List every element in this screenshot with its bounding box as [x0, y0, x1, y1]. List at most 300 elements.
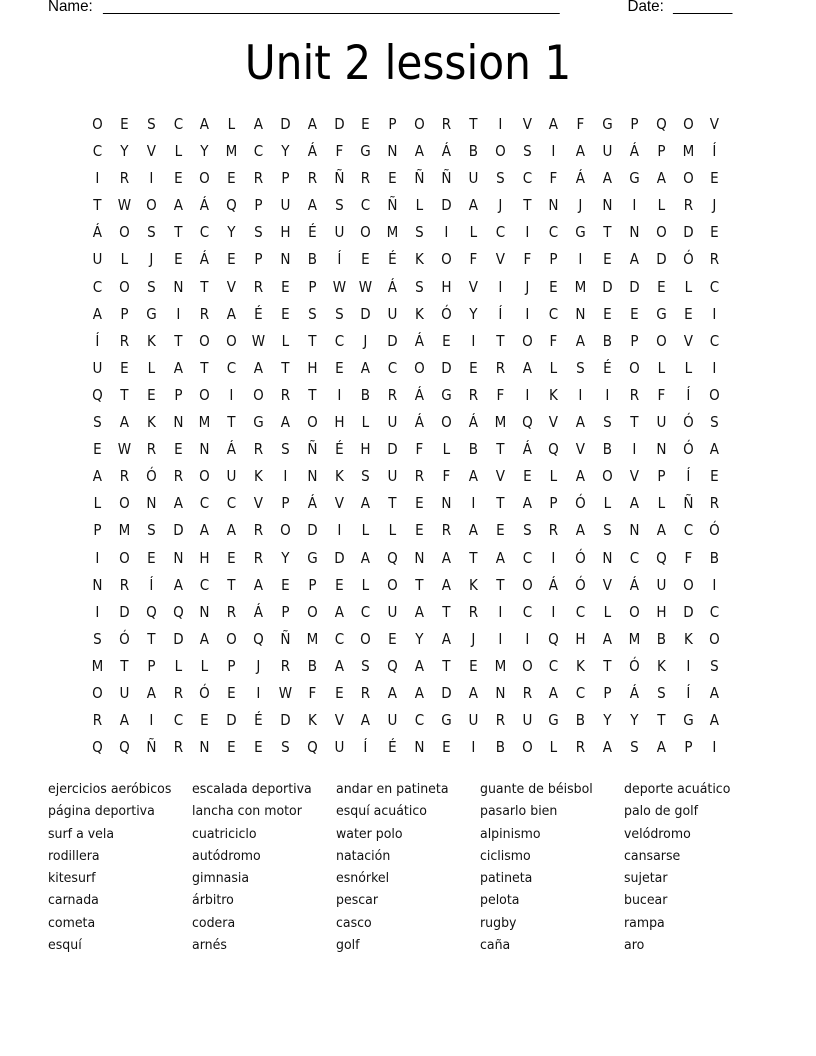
grid-letter[interactable]: N — [656, 440, 667, 459]
grid-letter[interactable]: V — [602, 575, 613, 594]
grid-letter[interactable]: D — [441, 358, 452, 377]
grid-letter[interactable]: Í — [685, 683, 690, 702]
grid-letter[interactable]: E — [361, 250, 371, 269]
grid-letter[interactable]: Á — [629, 142, 639, 161]
grid-letter[interactable]: L — [281, 331, 290, 350]
grid-letter[interactable]: C — [200, 223, 210, 242]
grid-letter[interactable]: I — [524, 304, 529, 323]
grid-letter[interactable]: E — [173, 440, 183, 459]
grid-letter[interactable]: N — [172, 413, 184, 432]
grid-letter[interactable]: C — [173, 711, 183, 730]
grid-letter[interactable]: O — [414, 358, 425, 377]
grid-letter[interactable]: T — [630, 413, 639, 432]
grid-letter[interactable]: C — [522, 548, 532, 567]
grid-letter[interactable]: Y — [281, 548, 290, 567]
grid-letter[interactable]: I — [229, 385, 234, 404]
grid-letter[interactable]: U — [387, 467, 398, 486]
grid-letter[interactable]: W — [332, 277, 346, 296]
grid-letter[interactable]: É — [388, 738, 397, 757]
grid-letter[interactable]: T — [495, 575, 505, 594]
grid-letter[interactable]: H — [333, 413, 345, 432]
grid-letter[interactable]: C — [549, 223, 559, 242]
grid-letter[interactable]: A — [522, 358, 532, 377]
grid-letter[interactable]: T — [495, 494, 505, 513]
grid-letter[interactable]: B — [656, 629, 666, 648]
grid-letter[interactable]: B — [361, 385, 371, 404]
grid-letter[interactable]: A — [710, 683, 720, 702]
grid-letter[interactable]: F — [335, 142, 343, 161]
grid-letter[interactable]: Á — [468, 413, 478, 432]
grid-letter[interactable]: G — [145, 304, 157, 323]
grid-letter[interactable]: Á — [227, 440, 237, 459]
grid-letter[interactable]: F — [684, 548, 692, 567]
grid-letter[interactable]: R — [92, 711, 103, 730]
grid-letter[interactable]: Á — [307, 142, 317, 161]
grid-letter[interactable]: C — [226, 358, 237, 377]
grid-letter[interactable]: O — [306, 602, 318, 621]
grid-letter[interactable]: P — [683, 738, 693, 757]
grid-letter[interactable]: R — [361, 169, 371, 188]
grid-letter[interactable]: M — [198, 413, 211, 432]
grid-letter[interactable]: R — [683, 196, 693, 215]
grid-letter[interactable]: O — [118, 494, 130, 513]
grid-letter[interactable]: P — [254, 196, 263, 215]
grid-letter[interactable]: B — [468, 440, 478, 459]
grid-letter[interactable]: N — [172, 548, 184, 567]
grid-letter[interactable]: N — [602, 548, 613, 567]
grid-letter[interactable]: T — [308, 385, 317, 404]
grid-letter[interactable]: Á — [92, 223, 103, 242]
grid-letter[interactable]: Á — [522, 440, 532, 459]
grid-letter[interactable]: K — [549, 385, 559, 404]
grid-letter[interactable]: A — [575, 521, 586, 540]
grid-letter[interactable]: D — [441, 196, 452, 215]
grid-letter[interactable]: E — [119, 358, 129, 377]
grid-letter[interactable]: Ó — [575, 575, 586, 594]
grid-letter[interactable]: T — [522, 196, 532, 215]
grid-letter[interactable]: A — [468, 521, 478, 540]
grid-letter[interactable]: T — [469, 115, 478, 133]
grid-letter[interactable]: Á — [414, 331, 425, 350]
grid-letter[interactable]: O — [306, 413, 318, 432]
grid-letter[interactable]: V — [253, 494, 264, 513]
grid-letter[interactable]: Í — [498, 304, 503, 323]
grid-letter[interactable]: A — [361, 548, 371, 567]
grid-letter[interactable]: I — [149, 169, 154, 188]
grid-letter[interactable]: A — [307, 115, 317, 133]
grid-letter[interactable]: E — [254, 738, 263, 757]
grid-letter[interactable]: I — [471, 738, 476, 757]
grid-letter[interactable]: K — [254, 467, 263, 486]
grid-letter[interactable]: R — [173, 683, 183, 702]
grid-letter[interactable]: P — [93, 521, 102, 540]
grid-letter[interactable]: A — [710, 440, 720, 459]
grid-letter[interactable]: D — [387, 440, 398, 459]
grid-letter[interactable]: R — [522, 683, 532, 702]
grid-letter[interactable]: T — [388, 494, 397, 513]
grid-letter[interactable]: L — [362, 521, 370, 540]
grid-letter[interactable]: Ó — [441, 304, 452, 323]
grid-letter[interactable]: Ó — [709, 521, 721, 540]
grid-letter[interactable]: A — [92, 304, 103, 323]
grid-letter[interactable]: A — [602, 169, 613, 188]
grid-letter[interactable]: C — [92, 277, 103, 296]
grid-letter[interactable]: É — [307, 223, 317, 242]
grid-letter[interactable]: E — [227, 683, 236, 702]
grid-letter[interactable]: P — [657, 142, 666, 161]
grid-letter[interactable]: T — [93, 196, 102, 215]
grid-letter[interactable]: A — [200, 115, 210, 133]
grid-letter[interactable]: F — [523, 250, 531, 269]
grid-letter[interactable]: O — [92, 683, 103, 702]
grid-letter[interactable]: R — [468, 385, 478, 404]
grid-letter[interactable]: J — [524, 277, 529, 296]
grid-letter[interactable]: G — [360, 142, 372, 161]
grid-letter[interactable]: L — [174, 656, 182, 675]
grid-letter[interactable]: N — [414, 548, 425, 567]
grid-letter[interactable]: S — [307, 304, 317, 323]
grid-letter[interactable]: E — [495, 521, 505, 540]
grid-letter[interactable]: Ñ — [682, 494, 694, 513]
grid-letter[interactable]: C — [549, 304, 559, 323]
grid-letter[interactable]: P — [657, 467, 666, 486]
grid-letter[interactable]: Í — [685, 467, 690, 486]
grid-letter[interactable]: Ó — [628, 656, 640, 675]
grid-letter[interactable]: E — [146, 385, 156, 404]
grid-letter[interactable]: I — [498, 629, 503, 648]
grid-letter[interactable]: Í — [95, 331, 100, 350]
grid-letter[interactable]: R — [441, 521, 452, 540]
grid-letter[interactable]: Q — [226, 196, 237, 215]
grid-letter[interactable]: Q — [387, 548, 399, 567]
grid-letter[interactable]: V — [575, 440, 586, 459]
grid-letter[interactable]: H — [307, 358, 318, 377]
grid-letter[interactable]: R — [119, 575, 129, 594]
grid-letter[interactable]: Ó — [145, 467, 157, 486]
grid-letter[interactable]: A — [629, 250, 639, 269]
grid-letter[interactable]: G — [253, 413, 264, 432]
grid-letter[interactable]: V — [710, 115, 720, 133]
name-field[interactable]: ______________________________________________________ — [103, 0, 560, 15]
grid-letter[interactable]: E — [173, 169, 183, 188]
grid-letter[interactable]: U — [656, 575, 667, 594]
grid-letter[interactable]: O — [199, 331, 211, 350]
grid-letter[interactable]: A — [200, 629, 210, 648]
grid-letter[interactable]: S — [603, 521, 612, 540]
grid-letter[interactable]: M — [628, 629, 641, 648]
grid-letter[interactable]: C — [683, 521, 693, 540]
grid-letter[interactable]: E — [549, 277, 559, 296]
grid-letter[interactable]: Í — [712, 142, 717, 161]
grid-letter[interactable]: R — [226, 602, 237, 621]
grid-letter[interactable]: E — [227, 548, 236, 567]
grid-letter[interactable]: Ñ — [387, 196, 398, 215]
grid-letter[interactable]: A — [575, 142, 586, 161]
grid-letter[interactable]: J — [498, 196, 503, 215]
grid-letter[interactable]: S — [522, 521, 532, 540]
grid-letter[interactable]: E — [361, 115, 371, 133]
grid-letter[interactable]: H — [656, 602, 667, 621]
grid-letter[interactable]: V — [334, 711, 344, 730]
grid-letter[interactable]: T — [227, 575, 236, 594]
grid-letter[interactable]: V — [495, 250, 505, 269]
grid-letter[interactable]: M — [118, 521, 131, 540]
grid-letter[interactable]: V — [522, 115, 532, 133]
grid-letter[interactable]: E — [200, 711, 210, 730]
grid-letter[interactable]: E — [442, 738, 451, 757]
grid-letter[interactable]: P — [281, 494, 290, 513]
grid-letter[interactable]: R — [710, 494, 720, 513]
grid-letter[interactable]: C — [253, 142, 264, 161]
grid-letter[interactable]: N — [548, 196, 559, 215]
grid-letter[interactable]: W — [117, 196, 131, 215]
grid-letter[interactable]: I — [498, 602, 503, 621]
grid-letter[interactable]: C — [575, 602, 586, 621]
grid-letter[interactable]: T — [200, 358, 209, 377]
grid-letter[interactable]: R — [253, 440, 264, 459]
grid-letter[interactable]: A — [361, 711, 371, 730]
grid-letter[interactable]: P — [227, 656, 236, 675]
grid-letter[interactable]: T — [495, 331, 505, 350]
grid-letter[interactable]: B — [710, 548, 720, 567]
grid-letter[interactable]: E — [93, 440, 102, 459]
grid-letter[interactable]: J — [471, 629, 476, 648]
grid-letter[interactable]: L — [388, 521, 397, 540]
grid-letter[interactable]: I — [471, 331, 476, 350]
grid-letter[interactable]: Í — [685, 385, 690, 404]
grid-letter[interactable]: V — [468, 277, 478, 296]
grid-letter[interactable]: I — [712, 575, 717, 594]
grid-letter[interactable]: S — [361, 467, 371, 486]
grid-letter[interactable]: Y — [469, 304, 478, 323]
grid-letter[interactable]: N — [602, 196, 613, 215]
grid-letter[interactable]: R — [388, 385, 398, 404]
grid-letter[interactable]: F — [442, 467, 451, 486]
grid-letter[interactable]: A — [146, 683, 156, 702]
grid-letter[interactable]: U — [387, 304, 398, 323]
grid-letter[interactable]: S — [146, 115, 156, 133]
grid-letter[interactable]: Ó — [118, 629, 130, 648]
grid-letter[interactable]: O — [628, 358, 640, 377]
grid-letter[interactable]: F — [549, 331, 558, 350]
grid-letter[interactable]: U — [387, 602, 398, 621]
grid-letter[interactable]: L — [549, 358, 558, 377]
grid-letter[interactable]: R — [441, 115, 452, 133]
grid-letter[interactable]: E — [656, 277, 666, 296]
grid-letter[interactable]: U — [226, 467, 237, 486]
grid-letter[interactable]: Y — [200, 142, 209, 161]
grid-letter[interactable]: O — [521, 331, 533, 350]
grid-letter[interactable]: B — [468, 142, 478, 161]
grid-letter[interactable]: L — [603, 494, 612, 513]
grid-letter[interactable]: J — [712, 196, 717, 215]
grid-letter[interactable]: N — [575, 304, 586, 323]
grid-letter[interactable]: V — [334, 494, 344, 513]
grid-letter[interactable]: P — [147, 656, 156, 675]
grid-letter[interactable]: A — [441, 629, 452, 648]
grid-letter[interactable]: O — [709, 385, 721, 404]
grid-letter[interactable]: T — [120, 385, 129, 404]
grid-letter[interactable]: H — [199, 548, 210, 567]
grid-letter[interactable]: R — [200, 304, 210, 323]
grid-letter[interactable]: Y — [415, 629, 424, 648]
grid-letter[interactable]: P — [388, 115, 397, 133]
grid-letter[interactable]: O — [226, 629, 237, 648]
grid-letter[interactable]: I — [498, 115, 503, 133]
grid-letter[interactable]: K — [146, 413, 156, 432]
grid-letter[interactable]: J — [149, 250, 154, 269]
grid-letter[interactable]: T — [415, 575, 424, 594]
grid-letter[interactable]: O — [494, 142, 506, 161]
grid-letter[interactable]: Y — [120, 142, 129, 161]
grid-letter[interactable]: R — [468, 602, 478, 621]
grid-letter[interactable]: Í — [363, 738, 368, 757]
grid-letter[interactable]: Q — [548, 629, 560, 648]
grid-letter[interactable]: Á — [253, 602, 264, 621]
grid-letter[interactable]: T — [603, 223, 612, 242]
grid-letter[interactable]: E — [334, 358, 344, 377]
grid-letter[interactable]: A — [173, 575, 183, 594]
grid-letter[interactable]: A — [522, 494, 532, 513]
grid-letter[interactable]: D — [360, 304, 372, 323]
grid-letter[interactable]: K — [307, 711, 317, 730]
grid-letter[interactable]: I — [337, 385, 342, 404]
grid-letter[interactable]: L — [549, 467, 558, 486]
grid-letter[interactable]: A — [468, 196, 478, 215]
grid-letter[interactable]: E — [388, 629, 397, 648]
grid-letter[interactable]: S — [93, 629, 102, 648]
grid-letter[interactable]: R — [414, 467, 425, 486]
grid-letter[interactable]: A — [414, 142, 425, 161]
grid-letter[interactable]: I — [551, 142, 556, 161]
grid-letter[interactable]: D — [333, 548, 345, 567]
grid-letter[interactable]: A — [414, 656, 425, 675]
grid-letter[interactable]: D — [172, 521, 184, 540]
grid-letter[interactable]: A — [92, 467, 103, 486]
grid-letter[interactable]: A — [414, 683, 425, 702]
grid-letter[interactable]: U — [656, 413, 667, 432]
grid-letter[interactable]: E — [710, 467, 720, 486]
grid-letter[interactable]: F — [308, 683, 317, 702]
grid-letter[interactable]: R — [173, 467, 183, 486]
grid-letter[interactable]: V — [227, 277, 237, 296]
grid-letter[interactable]: O — [628, 602, 640, 621]
grid-letter[interactable]: K — [656, 656, 666, 675]
grid-letter[interactable]: É — [254, 304, 263, 323]
grid-letter[interactable]: A — [602, 629, 613, 648]
grid-letter[interactable]: O — [118, 277, 130, 296]
grid-letter[interactable]: O — [360, 223, 372, 242]
grid-letter[interactable]: O — [602, 467, 613, 486]
grid-letter[interactable]: F — [657, 385, 666, 404]
grid-letter[interactable]: I — [712, 304, 717, 323]
grid-letter[interactable]: P — [549, 250, 558, 269]
grid-letter[interactable]: U — [334, 223, 344, 242]
grid-letter[interactable]: R — [495, 358, 505, 377]
grid-letter[interactable]: P — [281, 602, 290, 621]
grid-letter[interactable]: A — [656, 521, 666, 540]
grid-letter[interactable]: O — [682, 575, 694, 594]
grid-letter[interactable]: A — [710, 711, 720, 730]
grid-letter[interactable]: A — [629, 494, 639, 513]
grid-letter[interactable]: I — [149, 711, 154, 730]
grid-letter[interactable]: S — [522, 142, 532, 161]
grid-letter[interactable]: I — [524, 385, 529, 404]
grid-letter[interactable]: W — [278, 683, 293, 702]
grid-letter[interactable]: W — [117, 440, 131, 459]
grid-letter[interactable]: A — [361, 494, 371, 513]
grid-letter[interactable]: S — [334, 196, 344, 215]
grid-letter[interactable]: C — [414, 711, 425, 730]
grid-letter[interactable]: E — [334, 683, 344, 702]
grid-letter[interactable]: Q — [172, 602, 184, 621]
grid-letter[interactable]: S — [630, 738, 639, 757]
grid-letter[interactable]: L — [442, 440, 451, 459]
grid-letter[interactable]: Q — [655, 115, 667, 133]
grid-letter[interactable]: E — [227, 250, 236, 269]
grid-letter[interactable]: D — [682, 602, 694, 621]
grid-letter[interactable]: E — [710, 169, 720, 188]
grid-letter[interactable]: R — [710, 250, 720, 269]
grid-letter[interactable]: A — [253, 358, 264, 377]
grid-letter[interactable]: R — [253, 548, 264, 567]
grid-letter[interactable]: O — [521, 738, 533, 757]
grid-letter[interactable]: S — [415, 223, 424, 242]
grid-letter[interactable]: V — [146, 142, 156, 161]
grid-letter[interactable]: M — [91, 656, 104, 675]
grid-letter[interactable]: C — [629, 548, 640, 567]
grid-letter[interactable]: A — [227, 521, 237, 540]
grid-letter[interactable]: P — [120, 304, 129, 323]
grid-letter[interactable]: D — [602, 277, 613, 296]
grid-letter[interactable]: A — [173, 494, 183, 513]
grid-letter[interactable]: I — [551, 602, 556, 621]
grid-letter[interactable]: G — [306, 548, 318, 567]
grid-letter[interactable]: E — [281, 304, 290, 323]
grid-letter[interactable]: V — [683, 331, 693, 350]
grid-letter[interactable]: Y — [281, 142, 290, 161]
grid-letter[interactable]: E — [468, 358, 478, 377]
grid-letter[interactable]: E — [334, 575, 344, 594]
grid-letter[interactable]: T — [173, 331, 183, 350]
grid-letter[interactable]: Á — [200, 196, 210, 215]
grid-letter[interactable]: B — [602, 331, 613, 350]
grid-letter[interactable]: L — [227, 115, 236, 133]
grid-letter[interactable]: Ó — [199, 683, 211, 702]
grid-letter[interactable]: O — [521, 575, 533, 594]
grid-letter[interactable]: E — [227, 169, 236, 188]
grid-letter[interactable]: Á — [200, 250, 210, 269]
grid-letter[interactable]: L — [415, 196, 424, 215]
grid-letter[interactable]: I — [578, 385, 583, 404]
grid-letter[interactable]: C — [200, 575, 210, 594]
grid-letter[interactable]: A — [414, 602, 425, 621]
grid-letter[interactable]: É — [254, 711, 263, 730]
grid-letter[interactable]: O — [655, 223, 667, 242]
grid-letter[interactable]: S — [603, 413, 612, 432]
grid-letter[interactable]: E — [415, 494, 424, 513]
grid-letter[interactable]: K — [683, 629, 693, 648]
grid-letter[interactable]: K — [415, 304, 424, 323]
grid-letter[interactable]: C — [361, 602, 371, 621]
grid-letter[interactable]: Á — [629, 683, 639, 702]
grid-letter[interactable]: O — [441, 250, 452, 269]
grid-letter[interactable]: U — [92, 250, 103, 269]
grid-letter[interactable]: P — [308, 277, 317, 296]
grid-letter[interactable]: R — [119, 169, 129, 188]
grid-letter[interactable]: E — [227, 738, 236, 757]
grid-letter[interactable]: S — [334, 304, 344, 323]
